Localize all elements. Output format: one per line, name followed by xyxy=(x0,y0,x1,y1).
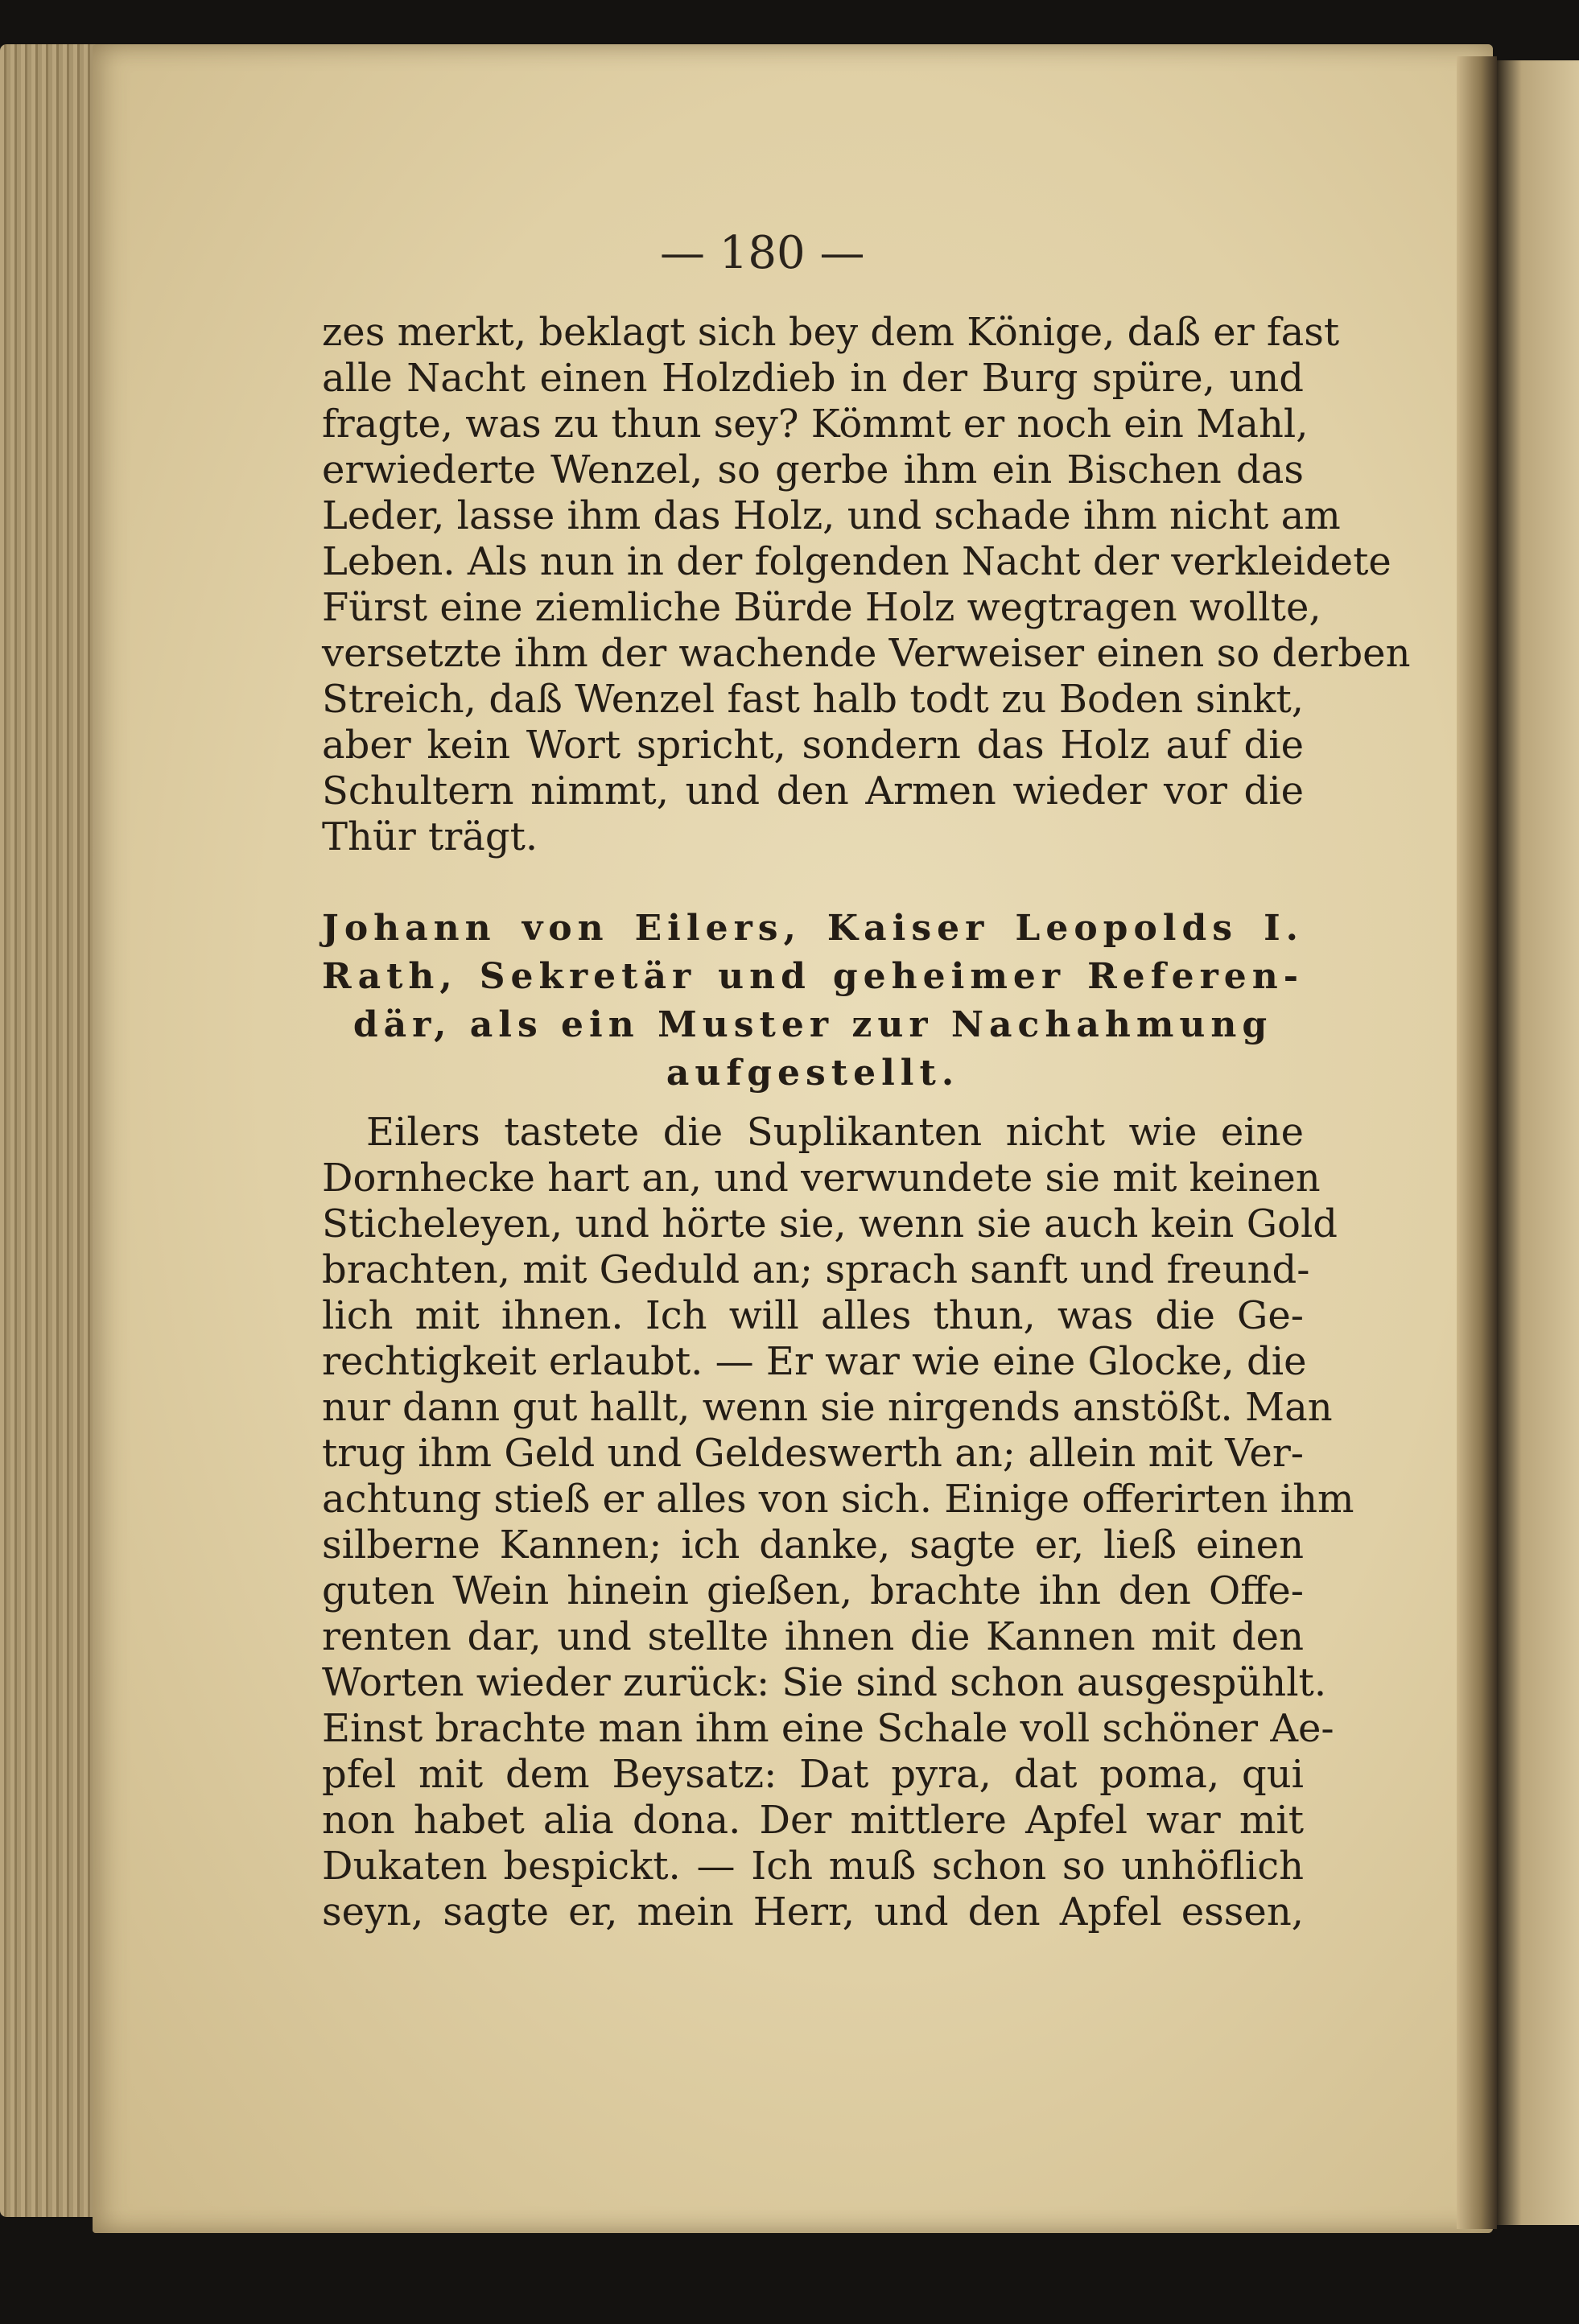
text-line: brachten, mit Geduld an; sprach sanft und freund- xyxy=(322,1247,1310,1292)
text-line: Dornhecke hart an, und verwundete sie mit keinen xyxy=(322,1156,1321,1201)
text-line: Sticheleyen, und hörte sie, wenn sie auch kein Gold xyxy=(322,1201,1338,1246)
text-line: guten Wein hinein gießen, brachte ihn den Offe- xyxy=(322,1568,1304,1613)
text-line: rechtigkeit erlaubt. — Er war wie eine Glocke, die xyxy=(322,1339,1307,1384)
paragraph-1 xyxy=(322,310,1411,860)
text-line: trug ihm Geld und Geldeswerth an; allein mit Ver- xyxy=(322,1431,1304,1476)
text-line: nur dann gut hallt, wenn sie nirgends anstößt. Man xyxy=(322,1385,1333,1430)
text-line: pfel mit dem Beysatz: Dat pyra, dat poma, qui xyxy=(322,1752,1304,1797)
text-line: Eilers tastete die Suplikanten nicht wie eine xyxy=(366,1110,1304,1155)
text-line: alle Nacht einen Holzdieb in der Burg spüre, und xyxy=(322,356,1304,401)
text-line: seyn, sagte er, mein Herr, und den Apfel essen, xyxy=(322,1889,1304,1935)
text-line: Streich, daß Wenzel fast halb todt zu Boden sinkt, xyxy=(322,677,1304,722)
text-line: lich mit ihnen. Ich will alles thun, was die Ge- xyxy=(322,1293,1304,1338)
page-edges xyxy=(0,44,97,2217)
text-line: silberne Kannen; ich danke, sagte er, ließ einen xyxy=(322,1523,1304,1568)
text-line: Thür trägt. xyxy=(322,814,538,859)
title-line: aufgestellt. xyxy=(666,1053,960,1094)
text-line: Worten wieder zurück: Sie sind schon ausgespühlt. xyxy=(322,1660,1327,1705)
title-line: Rath, Sekretär und geheimer Referen- xyxy=(322,956,1304,997)
page-number: — 180 — xyxy=(660,227,865,279)
text-line: Einst brachte man ihm eine Schale voll schöner Ae- xyxy=(322,1706,1334,1751)
page-text xyxy=(322,310,1411,1935)
text-line: Leben. Als nun in der folgenden Nacht der verkleidete xyxy=(322,539,1391,584)
text-line: fragte, was zu thun sey? Kömmt er noch ein Mahl, xyxy=(322,402,1309,447)
title-line: Johann von Eilers, Kaiser Leopolds I. xyxy=(322,908,1304,949)
text-line: Schultern nimmt, und den Armen wieder vor die xyxy=(322,768,1304,814)
section-title xyxy=(322,904,1304,1098)
text-line: erwiederte Wenzel, so gerbe ihm ein Bischen das xyxy=(322,447,1304,492)
book-gutter xyxy=(1457,56,1497,2229)
text-line: versetzte ihm der wachende Verweiser einen so derben xyxy=(322,631,1411,676)
facing-page-edge xyxy=(1497,60,1579,2225)
text-line: zes merkt, beklagt sich bey dem Könige, daß er fast xyxy=(322,310,1340,355)
text-line: aber kein Wort spricht, sondern das Holz auf die xyxy=(322,723,1304,768)
paragraph-2 xyxy=(322,1110,1354,1935)
title-line: där, als ein Muster zur Nachahmung xyxy=(352,1004,1273,1045)
text-line: renten dar, und stellte ihnen die Kannen mit den xyxy=(322,1614,1304,1659)
text-line: non habet alia dona. Der mittlere Apfel war mit xyxy=(322,1798,1304,1843)
text-line: Leder, lasse ihm das Holz, und schade ihm nicht am xyxy=(322,493,1341,538)
text-line: achtung stieß er alles von sich. Einige offerirten ihm xyxy=(322,1477,1354,1522)
text-line: Fürst eine ziemliche Bürde Holz wegtragen wollte, xyxy=(322,585,1321,630)
text-line: Dukaten bespickt. — Ich muß schon so unhöflich xyxy=(322,1844,1304,1889)
